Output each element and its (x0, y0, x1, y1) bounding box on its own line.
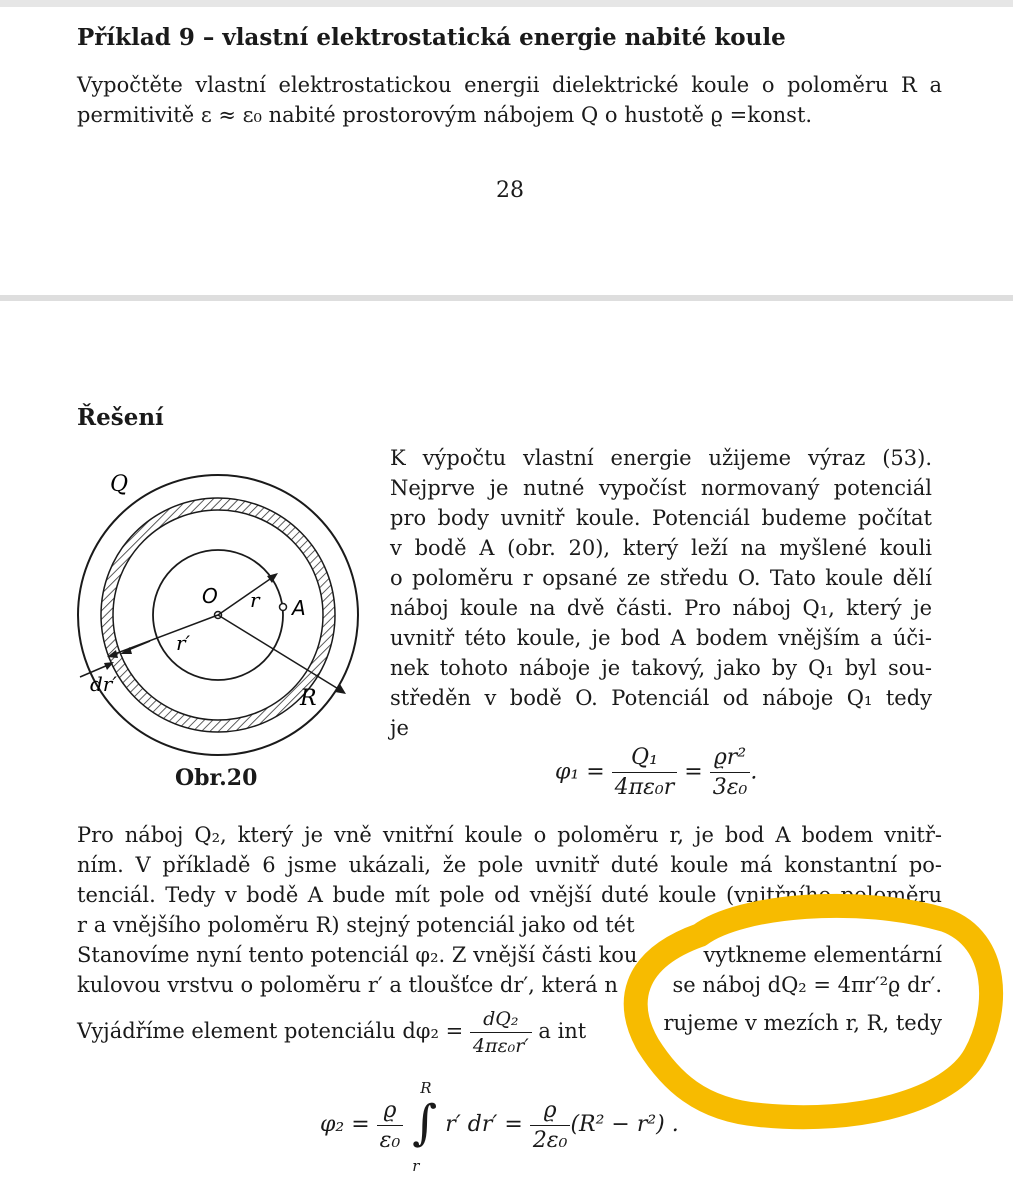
eq1-den1: 4πε₀r (614, 775, 675, 800)
body-line-6-left: kulovou vrstvu o poloměru r′ a tloušťce dr′, která n (77, 973, 618, 997)
right-line: pro body uvnitř koule. Potenciál budeme počítat (390, 506, 932, 530)
right-line: uvnitř této koule, je bod A bodem vnějším a úči- (390, 626, 932, 650)
eq1-mid: = (684, 759, 703, 785)
eq1-den2: 3ε₀ (712, 775, 748, 800)
eq1-end: . (750, 759, 758, 785)
eq2-lhs: φ₂ = (320, 1112, 370, 1137)
right-line: je (390, 716, 409, 740)
label-r-prime: r′ (176, 631, 191, 655)
eq2-tail: (R² − r²) . (570, 1112, 679, 1137)
figure-caption: Obr.20 (175, 765, 258, 791)
example-title: Příklad 9 – vlastní elektrostatická energie nabité koule (77, 24, 786, 51)
body-line-7-mid: a int (538, 1019, 587, 1043)
right-line: v bodě A (obr. 20), který leží na myšlené kouli (390, 536, 932, 560)
right-line: nek tohoto náboje je takový, jako by Q₁ byl sou- (390, 656, 932, 680)
page-number: 28 (496, 178, 524, 203)
eq2-integrand: r′ dr′ = (445, 1112, 523, 1137)
eq1-lhs: φ₁ = (555, 759, 605, 785)
integral-lower: r (412, 1157, 420, 1175)
label-big-r: R (300, 686, 317, 711)
eq2-f2num: ϱ (530, 1098, 571, 1126)
body-line: ním. V příkladě 6 jsme ukázali, že pole uvnitř duté koule má konstantní po- (77, 853, 942, 877)
example-line-2: permitivitě ε ≈ ε₀ nabité prostorovým nábojem Q o hustotě ϱ =konst. (77, 103, 813, 127)
integral-upper: R (420, 1079, 432, 1097)
right-line: náboj koule na dvě části. Pro náboj Q₁, který je (390, 596, 932, 620)
label-q: Q (110, 472, 129, 497)
example-line-1: Vypočtěte vlastní elektrostatickou energii dielektrické koule o poloměru R a (77, 73, 942, 97)
solution-heading: Řešení (77, 404, 164, 431)
body-line-7-right: rujeme v mezích r, R, tedy (663, 1011, 942, 1035)
label-dr-prime: dr′ (90, 672, 117, 696)
right-line: Nejprve je nutné vypočíst normovaný potenciál (390, 476, 932, 500)
elem-frac-num: dQ₂ (470, 1008, 532, 1033)
body-line: Pro náboj Q₂, který je vně vnitřní koule o poloměru r, je bod A bodem vnitř- (77, 823, 942, 847)
eq1-num1: Q₁ (612, 745, 678, 773)
body-line-5-left: Stanovíme nyní tento potenciál φ₂. Z vnější části kou (77, 943, 638, 967)
eq2-f2den: 2ε₀ (532, 1127, 568, 1153)
elem-frac-den: 4πε₀r′ (472, 1035, 529, 1057)
highlight-circle (636, 906, 991, 1117)
eq2-f1den: ε₀ (379, 1127, 401, 1153)
eq1-num2: ϱr² (710, 745, 751, 773)
body-line: r a vnějšího poloměru R) stejný potenciál jako od tét (77, 913, 635, 937)
label-r: r (250, 588, 260, 612)
body-line-7-left: Vyjádříme element potenciálu dφ₂ = (77, 1019, 464, 1043)
right-line: K výpočtu vlastní energie užijeme výraz (53). (390, 446, 932, 470)
right-line: o poloměru r opsané ze středu O. Tato koule dělí (390, 566, 932, 590)
eq2-f1num: ϱ (377, 1098, 404, 1126)
body-line-5-right: vytkneme elementární (703, 943, 942, 967)
label-a: A (292, 596, 306, 620)
label-o: O (202, 584, 218, 608)
body-line-6-right: se náboj dQ₂ = 4πr′²ϱ dr′. (672, 973, 942, 997)
body-line: tenciál. Tedy v bodě A bude mít pole od vnější duté koule (vnitřního poloměru (77, 883, 942, 907)
right-line: středěn v bodě O. Potenciál od náboje Q₁ tedy (390, 686, 932, 710)
integral-sign: R ∫ r (412, 1079, 438, 1175)
